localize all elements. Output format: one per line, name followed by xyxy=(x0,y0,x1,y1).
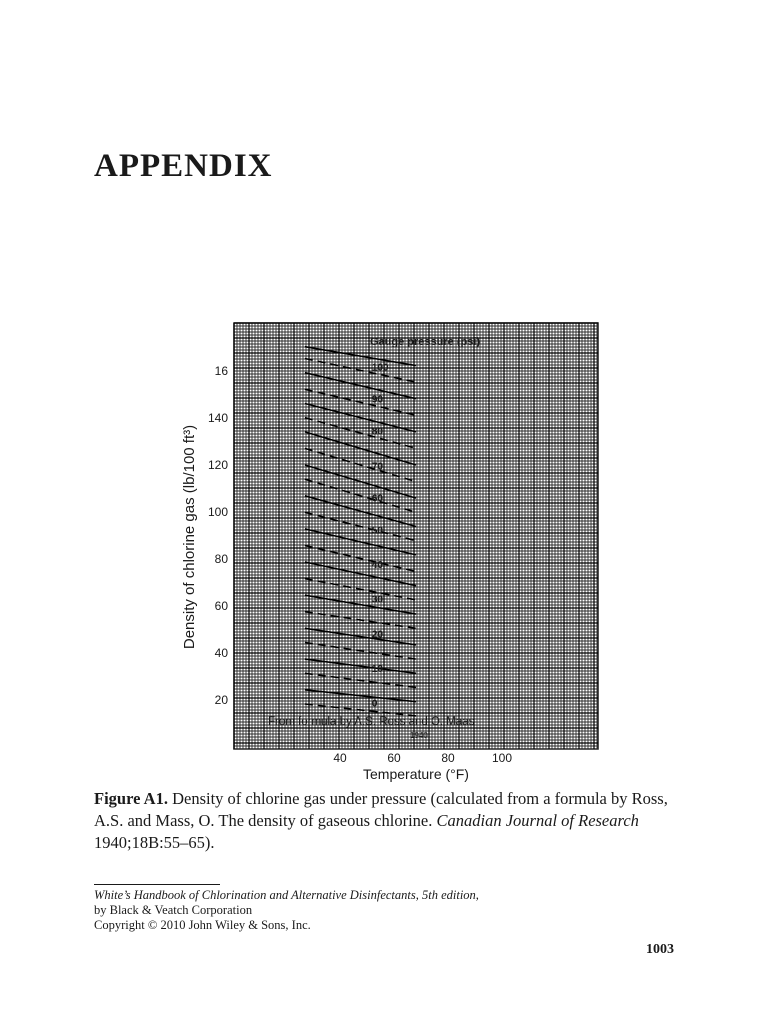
pressure-label: 100 xyxy=(371,362,389,374)
density-chart xyxy=(170,315,610,790)
chart-grid xyxy=(234,323,598,749)
pressure-label: 0 xyxy=(371,698,378,710)
pressure-label: 30 xyxy=(371,594,384,606)
footnote-book-title: White’s Handbook of Chlorination and Alternative Disinfectants, 5th edition, xyxy=(94,888,479,902)
footnote-divider xyxy=(94,884,220,885)
figure-caption xyxy=(94,788,684,854)
pressure-label: 60 xyxy=(371,493,384,505)
pressure-label: 80 xyxy=(371,426,384,438)
y-tick-label: 80 xyxy=(214,552,228,566)
y-tick-label: 20 xyxy=(214,693,228,707)
y-tick-label: 60 xyxy=(214,599,228,613)
appendix-heading: APPENDIX xyxy=(94,148,273,184)
footnote xyxy=(94,888,479,933)
y-tick-label: 140 xyxy=(207,411,228,425)
figure-a1 xyxy=(170,315,610,790)
curve-label-title: Gauge pressure (psi) xyxy=(370,336,481,348)
pressure-label: 40 xyxy=(371,560,384,572)
pressure-label: 50 xyxy=(371,525,384,537)
y-axis-label: Density of chlorine gas (lb/100 ft³) xyxy=(181,424,198,650)
inner-note-year: 1940 xyxy=(410,731,428,740)
pressure-label: 70 xyxy=(371,461,384,473)
pressure-label: 10 xyxy=(371,663,384,675)
caption-text: Density of chlorine gas under pressure (calculated from a formula by Ross, A.S. and Mass, O. The density of gaseous chlorine. xyxy=(94,789,668,830)
y-tick-label: 40 xyxy=(214,646,228,660)
x-tick-label: 80 xyxy=(441,751,455,765)
x-axis-label: Temperature (°F) xyxy=(363,766,469,782)
pressure-label: 20 xyxy=(371,629,384,641)
caption-citation: 1940;18B:55–65). xyxy=(94,833,215,852)
page-number: 1003 xyxy=(646,942,674,957)
footnote-publisher: by Black & Veatch Corporation xyxy=(94,903,253,917)
caption-journal: Canadian Journal of Research xyxy=(436,811,639,830)
y-tick-label: 120 xyxy=(207,458,228,472)
caption-label: Figure A1. xyxy=(94,789,168,808)
footnote-copyright: Copyright © 2010 John Wiley & Sons, Inc. xyxy=(94,918,311,932)
pressure-label: 90 xyxy=(371,394,384,406)
y-tick-label: 16 xyxy=(214,364,228,378)
x-tick-label: 60 xyxy=(387,751,401,765)
y-tick-label: 100 xyxy=(207,505,228,519)
x-tick-label: 40 xyxy=(333,751,347,765)
inner-note-source: From formula by A.S. Ross and O. Maas xyxy=(268,716,475,728)
x-tick-label: 100 xyxy=(491,751,513,765)
